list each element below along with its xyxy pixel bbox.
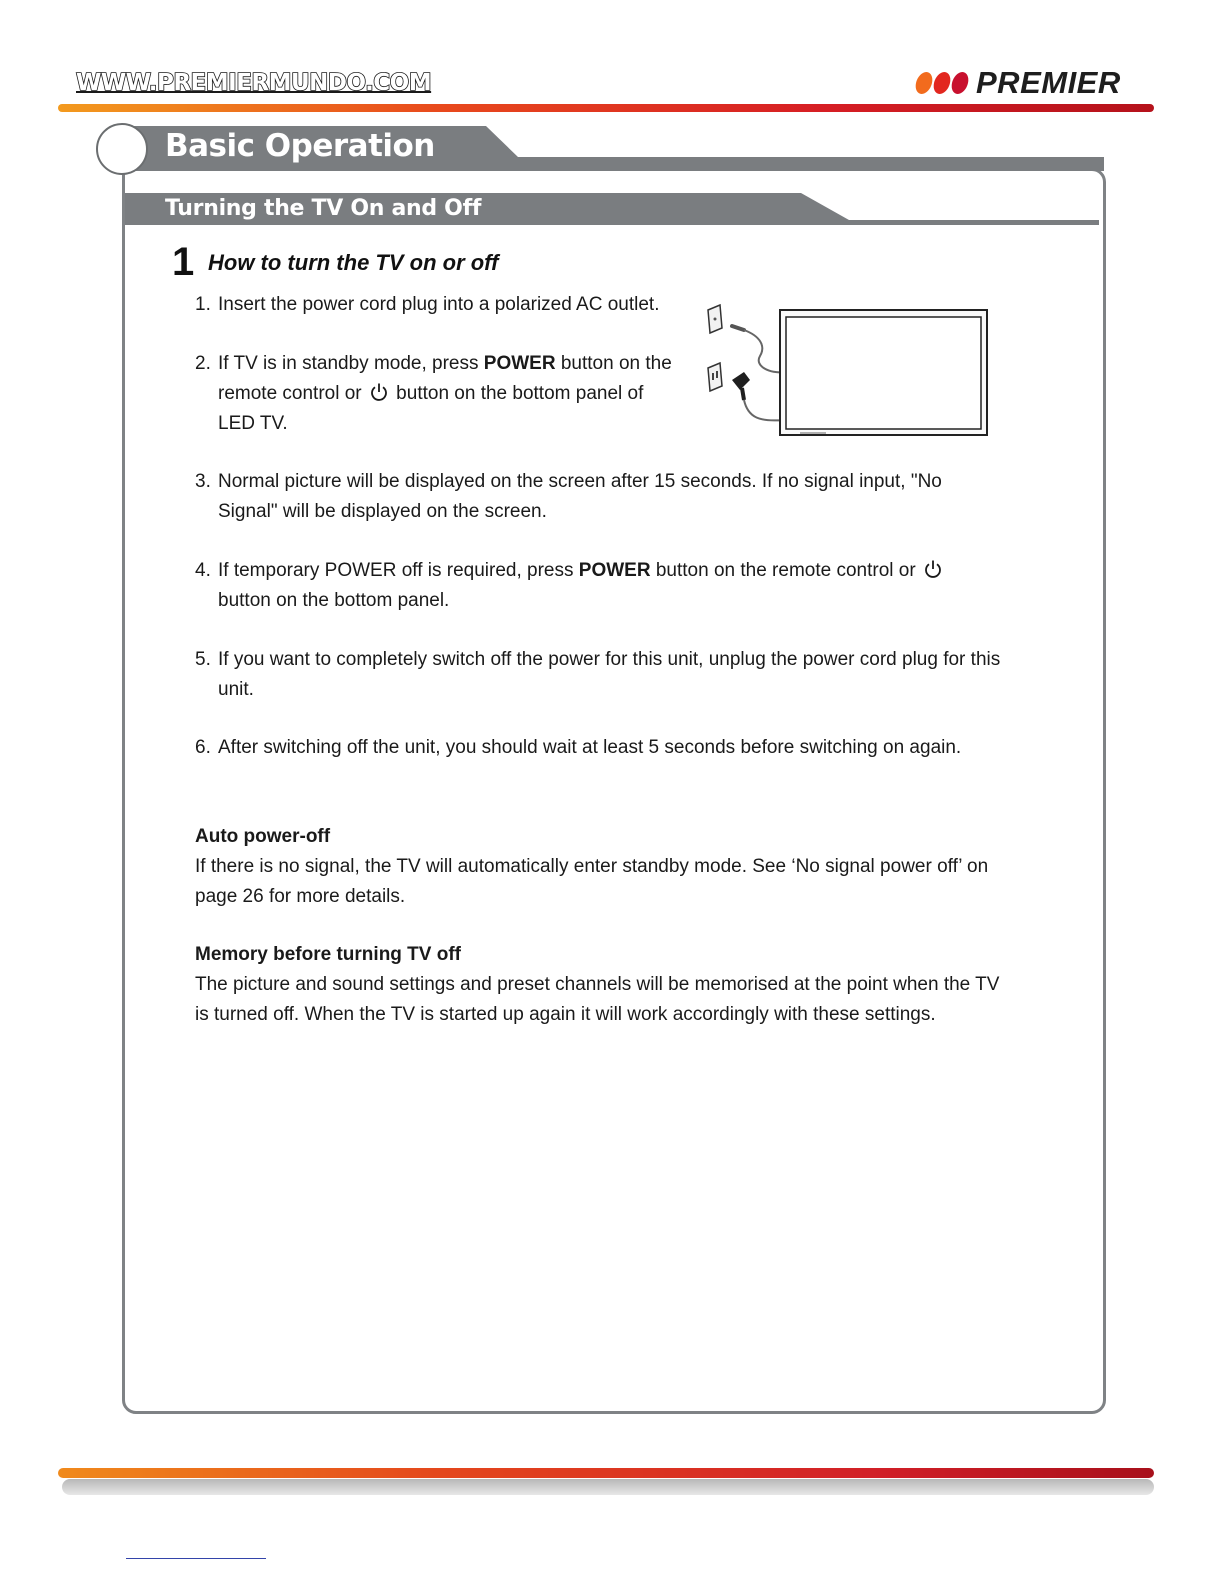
- list-item: [195, 556, 1000, 616]
- note-auto-power-off: [195, 822, 1015, 912]
- list-item-text: Insert the power cord plug into a polarized AC outlet.: [218, 294, 660, 315]
- list-item-text: If you want to completely switch off the power for this unit, unplug the power cord plug for this unit.: [218, 649, 1001, 700]
- list-item: [195, 467, 995, 527]
- tv-icon: [780, 310, 987, 435]
- note-text: If there is no signal, the TV will automatically enter standby mode. See ‘No signal power off’ on page 26 for more details.: [195, 856, 989, 907]
- note-text: The picture and sound settings and preset channels will be memorised at the point when the TV is turned off. When the TV is started up again it will work accordingly with these settings.: [195, 974, 1000, 1025]
- section-title: Basic Operation: [165, 128, 435, 164]
- note-heading: Memory before turning TV off: [195, 944, 461, 965]
- power-icon: [369, 382, 389, 402]
- footer-link-line[interactable]: [126, 1558, 266, 1559]
- section-marker-circle: [96, 123, 148, 175]
- note-memory: [195, 940, 1015, 1030]
- list-item-number: 3.: [195, 471, 211, 492]
- brand-name: PREMIER: [976, 65, 1121, 100]
- power-plug-icon: [732, 326, 784, 420]
- site-url[interactable]: WWW.PREMIERMUNDO.COM: [76, 70, 432, 96]
- power-keyword: POWER: [578, 560, 651, 581]
- list-item-number: 1.: [195, 294, 211, 315]
- power-keyword: POWER: [483, 353, 556, 374]
- wall-outlet-icon: [708, 305, 722, 391]
- list-item-text: If TV is in standby mode, press: [218, 353, 484, 374]
- power-icon: [923, 559, 943, 579]
- list-item: [195, 349, 685, 439]
- list-item-number: 4.: [195, 560, 211, 581]
- list-item-number: 2.: [195, 353, 211, 374]
- list-item-text: Normal picture will be displayed on the screen after 15 seconds. If no signal input, "No Signal" will be displayed on the screen.: [218, 471, 942, 522]
- list-item-text: After switching off the unit, you should wait at least 5 seconds before switching on again.: [218, 737, 962, 758]
- header-rule: [58, 104, 1154, 112]
- brand-dot-orange: [914, 72, 935, 94]
- list-item: [195, 733, 1055, 763]
- step-heading: How to turn the TV on or off: [208, 250, 499, 275]
- note-heading: Auto power-off: [195, 826, 331, 847]
- brand-dot-crimson: [950, 72, 971, 94]
- subsection-title: Turning the TV On and Off: [165, 196, 482, 221]
- list-item-text: button on the remote control or: [218, 353, 672, 404]
- list-item-text: button on the bottom panel of LED TV.: [218, 383, 644, 434]
- list-item-text: button on the bottom panel.: [218, 590, 450, 611]
- footer-shadow: [62, 1479, 1154, 1495]
- list-item: [195, 290, 715, 320]
- brand-logo: [916, 66, 1121, 100]
- list-item-number: 5.: [195, 649, 211, 670]
- list-item: [195, 645, 1015, 705]
- list-item-number: 6.: [195, 737, 211, 758]
- step-number: 1: [172, 240, 195, 284]
- brand-dot-red: [932, 72, 953, 94]
- footer-bar: [58, 1468, 1154, 1478]
- tv-power-illustration: [700, 300, 992, 442]
- list-item-text: button on the remote control or: [650, 560, 921, 581]
- list-item-text: If temporary POWER off is required, press: [218, 560, 579, 581]
